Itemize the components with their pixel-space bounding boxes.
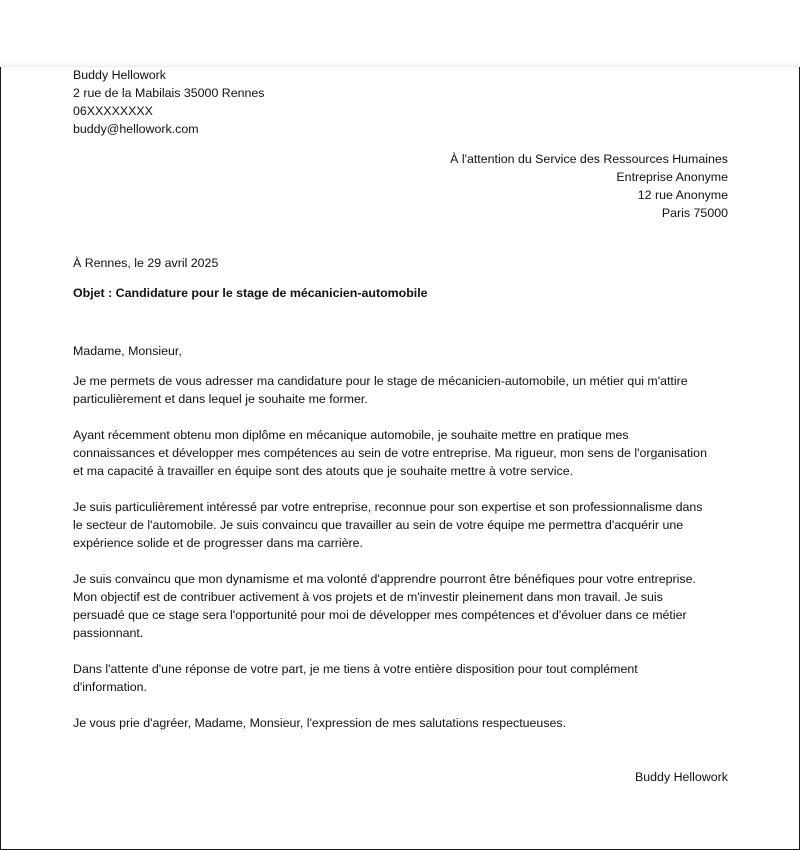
letter-content bbox=[73, 66, 728, 786]
letter-page bbox=[0, 66, 800, 850]
paragraph-line: Dans l'attente d'une réponse de votre part, je me tiens à votre entière disposition pour tout complément bbox=[73, 662, 638, 676]
letter-greeting: Madame, Monsieur, bbox=[73, 344, 182, 358]
paragraph-line: Je me permets de vous adresser ma candidature pour le stage de mécanicien-automobile, un métier qui m'attire bbox=[73, 374, 688, 388]
page-top-band bbox=[0, 0, 800, 66]
sender-phone: 06XXXXXXXX bbox=[73, 104, 153, 118]
paragraph-line: passionnant. bbox=[73, 626, 144, 640]
paragraph-line: le secteur de l'automobile. Je suis convaincu que travailler au sein de votre équipe me permettra d'acquérir une bbox=[73, 518, 684, 532]
recipient-city: Paris 75000 bbox=[661, 206, 728, 220]
paragraph-line: Je suis convaincu que mon dynamisme et ma volonté d'apprendre pourront être bénéfiques pour votre entreprise. bbox=[73, 572, 696, 586]
body-paragraph-2 bbox=[73, 426, 728, 480]
sender-block bbox=[73, 66, 728, 138]
paragraph-line: et ma capacité à travailler en équipe sont des atouts que je souhaite mettre à votre service. bbox=[73, 464, 574, 478]
recipient-company: Entreprise Anonyme bbox=[616, 170, 728, 184]
paragraph-line: Ayant récemment obtenu mon diplôme en mécanique automobile, je souhaite mettre en pratique mes bbox=[73, 428, 629, 442]
body-paragraph-1 bbox=[73, 372, 728, 408]
letter-subject: Objet : Candidature pour le stage de mécanicien-automobile bbox=[73, 286, 428, 300]
sender-email: buddy@hellowork.com bbox=[73, 122, 199, 136]
body-paragraph-5 bbox=[73, 660, 728, 696]
body-paragraph-3 bbox=[73, 498, 728, 552]
letter-signature: Buddy Hellowork bbox=[635, 770, 728, 784]
paragraph-line: connaissances et développer mes compétences au sein de votre entreprise. Ma rigueur, mon sens de l'organisation bbox=[73, 446, 707, 460]
paragraph-line: Mon objectif est de contribuer activement à vos projets et de m'investir pleinement dans mon travail. Je suis bbox=[73, 590, 663, 604]
recipient-street: 12 rue Anonyme bbox=[637, 188, 728, 202]
recipient-block bbox=[73, 150, 728, 222]
paragraph-line: expérience solide et de progresser dans ma carrière. bbox=[73, 536, 363, 550]
letter-date: À Rennes, le 29 avril 2025 bbox=[73, 256, 219, 270]
paragraph-line: particulièrement et dans lequel je souhaite me former. bbox=[73, 392, 368, 406]
body-paragraph-4 bbox=[73, 570, 728, 642]
paragraph-line: Je suis particulièrement intéressé par votre entreprise, reconnue pour son expertise et son professionnalisme dans bbox=[73, 500, 703, 514]
sender-name: Buddy Hellowork bbox=[73, 68, 166, 82]
sender-address: 2 rue de la Mabilais 35000 Rennes bbox=[73, 86, 265, 100]
paragraph-line: persuadé que ce stage sera l'opportunité pour moi de développer mes compétences et d'évoluer dans ce métier bbox=[73, 608, 687, 622]
letter-closing: Je vous prie d'agréer, Madame, Monsieur, l'expression de mes salutations respectueuses. bbox=[73, 716, 567, 730]
recipient-attention: À l'attention du Service des Ressources Humaines bbox=[450, 152, 728, 166]
paragraph-line: d'information. bbox=[73, 680, 147, 694]
